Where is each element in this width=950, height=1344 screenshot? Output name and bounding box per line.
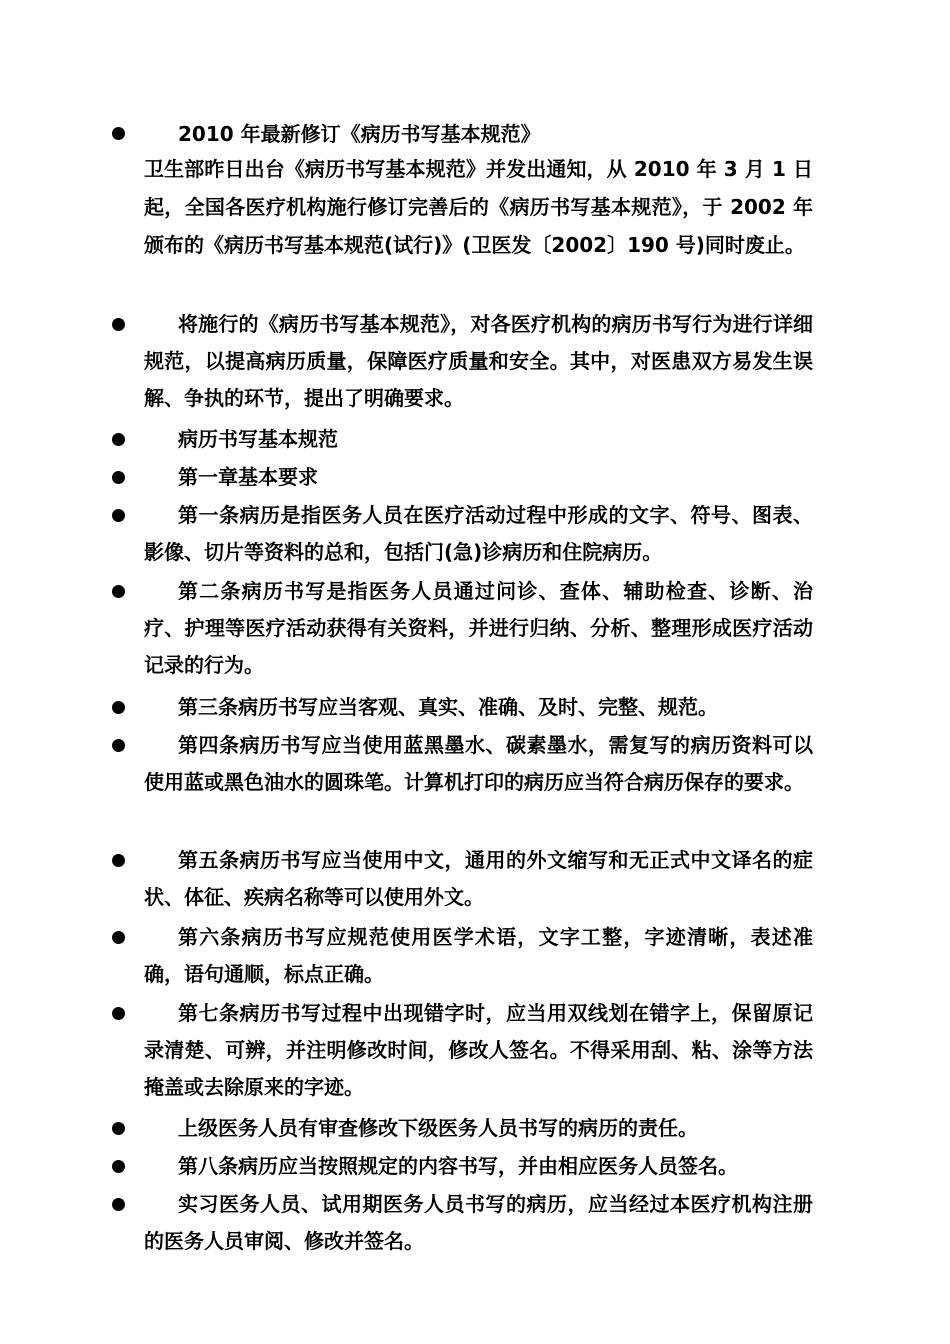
bullet-icon: [112, 701, 125, 714]
paragraph-text: 第六条病历书写应规范使用医学术语，文字工整，字迹清晰，表述准确，语句通顺，标点正确。: [144, 925, 813, 986]
list-item: [108, 118, 813, 264]
list-item: [108, 1186, 813, 1260]
paragraph-text: 第四条病历书写应当使用蓝黑墨水、碳素墨水，需复写的病历资料可以使用蓝或黑色油水的圆珠笔。计算机打印的病历应当符合病历保存的要求。: [144, 733, 813, 794]
list-item: [108, 306, 813, 417]
list-item: [108, 497, 813, 571]
bullet-icon: [112, 1198, 125, 1211]
paragraph-text: 将施行的《病历书写基本规范》，对各医疗机构的病历书写行为进行详细规范，以提高病历质量，保障医疗质量和安全。其中，对医患双方易发生误解、争执的环节，提出了明确要求。: [144, 312, 813, 410]
list-item: [108, 727, 813, 801]
bullet-icon: [112, 931, 125, 944]
paragraph-text: 第一条病历是指医务人员在医疗活动过程中形成的文字、符号、图表、影像、切片等资料的总和，包括门(急)诊病历和住院病历。: [144, 503, 813, 564]
bullet-icon: [112, 509, 125, 522]
bullet-icon: [112, 1007, 125, 1020]
paragraph-text: 第三条病历书写应当客观、真实、准确、及时、完整、规范。: [178, 695, 718, 719]
list-item: [108, 1148, 813, 1185]
list-item: [108, 573, 813, 684]
chapter-heading: 第一章基本要求: [178, 465, 318, 489]
bullet-icon: [112, 739, 125, 752]
list-item: [108, 919, 813, 993]
list-item: [108, 421, 813, 458]
paragraph-text: 卫生部昨日出台《病历书写基本规范》并发出通知，从 2010 年 3 月 1 日起，全国各医疗机构施行修订完善后的《病历书写基本规范》，于 2002 年颁布的《病历书写基本规范(试行)》(卫医发〔2002〕190 号)同时废止。: [144, 157, 813, 257]
paragraph-text: 第五条病历书写应当使用中文，通用的外文缩写和无正式中文译名的症状、体征、疾病名称等可以使用外文。: [144, 848, 813, 909]
bullet-icon: [112, 433, 125, 446]
paragraph-text: 上级医务人员有审查修改下级医务人员书写的病历的责任。: [178, 1116, 698, 1140]
paragraph-text: 第二条病历书写是指医务人员通过问诊、查体、辅助检查、诊断、治疗、护理等医疗活动获得有关资料，并进行归纳、分析、整理形成医疗活动记录的行为。: [144, 579, 813, 677]
list-item: [108, 995, 813, 1106]
bullet-icon: [112, 318, 125, 331]
document-title: 2010 年最新修订《病历书写基本规范》: [178, 122, 541, 146]
paragraph-text: 第七条病历书写过程中出现错字时，应当用双线划在错字上，保留原记录清楚、可辨，并注明修改时间，修改人签名。不得采用刮、粘、涂等方法掩盖或去除原来的字迹。: [144, 1001, 813, 1099]
list-item: [108, 459, 813, 496]
paragraph-text: 第八条病历应当按照规定的内容书写，并由相应医务人员签名。: [178, 1154, 738, 1178]
list-item: [108, 1110, 813, 1147]
bullet-icon: [112, 1160, 125, 1173]
section-heading: 病历书写基本规范: [178, 427, 338, 451]
bullet-icon: [112, 1122, 125, 1135]
list-item: [108, 842, 813, 916]
bullet-icon: [112, 854, 125, 867]
bullet-icon: [112, 585, 125, 598]
list-item: [108, 689, 813, 726]
bullet-icon: [112, 127, 125, 140]
paragraph-text: 实习医务人员、试用期医务人员书写的病历，应当经过本医疗机构注册的医务人员审阅、修改并签名。: [144, 1192, 813, 1253]
bullet-icon: [112, 471, 125, 484]
